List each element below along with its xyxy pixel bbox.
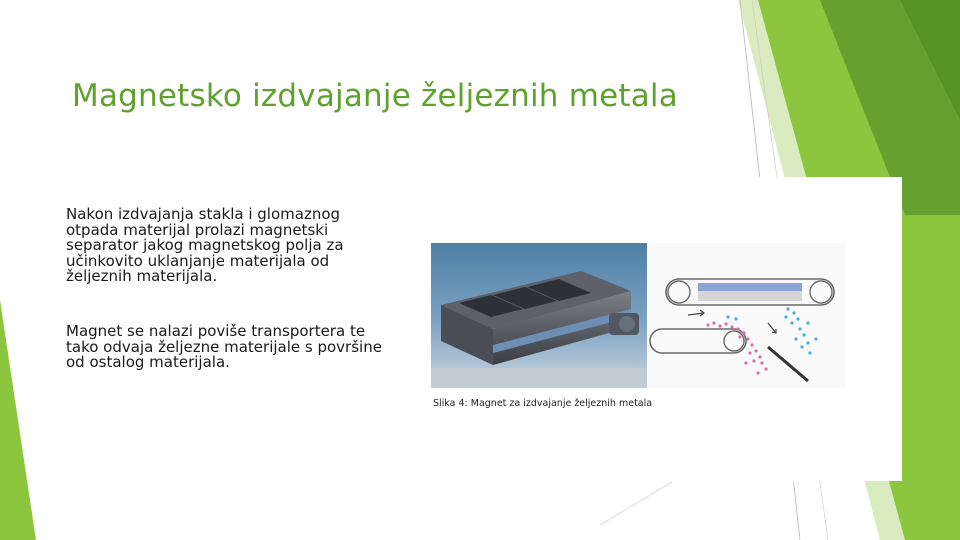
left-green-triangle [0, 300, 36, 540]
magnetic-separator-photo [431, 243, 647, 388]
bottom-thin-line [600, 482, 672, 525]
slide-title: Magnetsko izdvajanje željeznih metala [72, 78, 678, 114]
body-paragraph-1: Nakon izdvajanja stakla i glomaznog otpada materijal prolazi magnetski separator jakog magnetskog polja za učinkovito uklanjanje materijala od željeznih materijala. [66, 205, 344, 285]
figure-caption: Slika 4: Magnet za izdvajanje željeznih metala [433, 398, 653, 409]
body-paragraph-2: Magnet se nalazi poviše transportera te tako odvaja željezne materijale s površine od ostalog materijala. [66, 322, 382, 371]
separator-diagram [648, 243, 846, 388]
